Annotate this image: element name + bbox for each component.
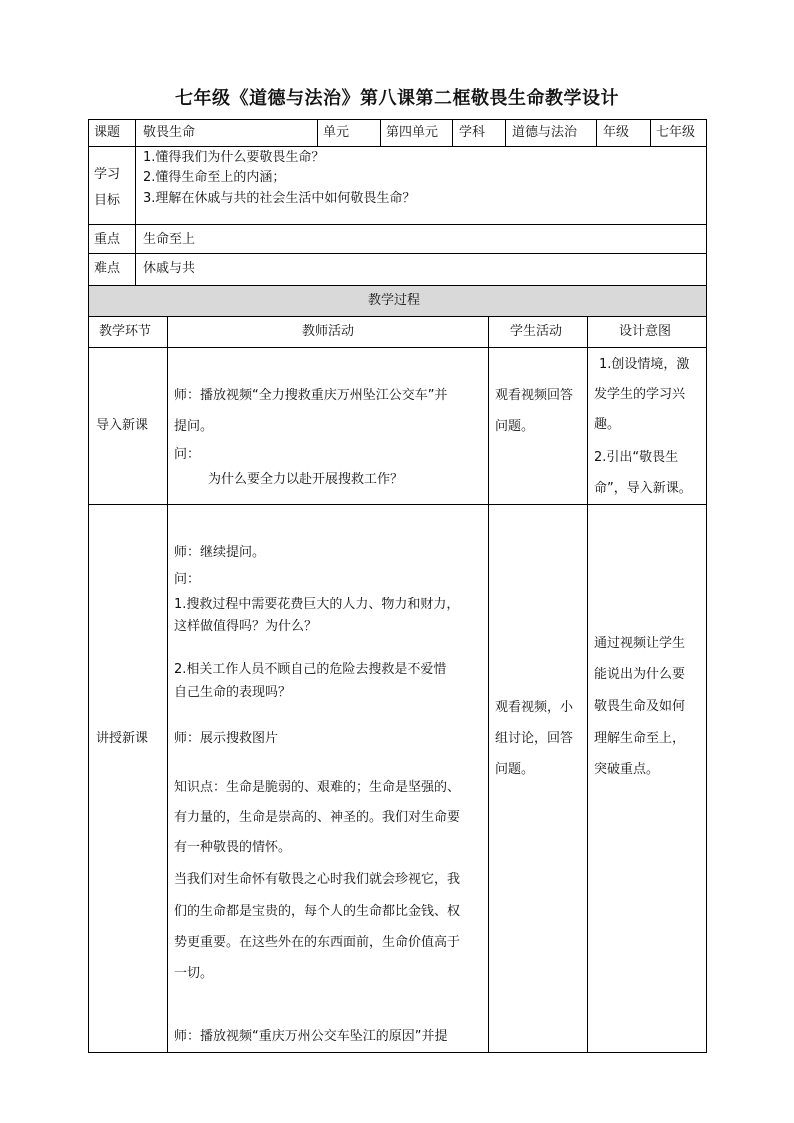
key-point-value: 生命至上 — [143, 232, 196, 247]
teacher-line: 为什么要全力以赴开展搜救工作？ — [208, 472, 404, 487]
intent-line: 突破重点。 — [594, 762, 660, 777]
unit-label: 单元 — [323, 125, 350, 140]
subject-value: 道德与法治 — [512, 125, 578, 140]
student-line: 观看视频，小 — [495, 700, 574, 715]
page-title: 七年级《道德与法治》第八课第二框敬畏生命教学设计 — [175, 88, 619, 109]
student-line: 组讨论，回答 — [495, 731, 574, 746]
teacher-line: 师：播放视频“全力搜救重庆万州坠江公交车”并 — [174, 388, 448, 403]
topic-value: 敬畏生命 — [143, 125, 196, 140]
teacher-line: 问： — [174, 572, 201, 587]
difficulty-value: 休戚与共 — [143, 261, 196, 276]
subject-label: 学科 — [459, 125, 486, 140]
teacher-line: 势更重要。在这些外在的东西面前，生命价值高于 — [174, 935, 461, 950]
unit-value: 第四单元 — [386, 125, 439, 140]
difficulty-label: 难点 — [94, 261, 121, 276]
objectives-label-line2: 目标 — [94, 193, 121, 208]
teacher-line: 们的生命都是宝贵的，每个人的生命都比金钱、权 — [174, 904, 461, 919]
teacher-line: 师：播放视频“重庆万州公交车坠江的原因”并提 — [174, 1029, 448, 1044]
teacher-line: 有一种敬畏的情怀。 — [174, 840, 292, 855]
intent-line: 理解生命至上， — [594, 731, 686, 746]
student-line: 观看视频回答 — [495, 388, 574, 403]
column-header-student: 学生活动 — [510, 324, 563, 339]
stage-new-lesson: 讲授新课 — [96, 731, 149, 746]
intent-line: 发学生的学习兴 — [594, 387, 686, 402]
process-title: 教学过程 — [368, 293, 421, 308]
intent-line: 2.引出“敬畏生 — [594, 450, 679, 465]
teacher-line: 2.相关工作人员不顾自己的危险去搜救是不爱惜 — [174, 662, 447, 677]
teacher-line: 师：展示搜救图片 — [174, 731, 279, 746]
teacher-line: 有力量的，生命是崇高的、神圣的。我们对生命要 — [174, 810, 461, 825]
stage-intro: 导入新课 — [96, 418, 149, 433]
teacher-line: 问： — [174, 447, 201, 462]
objective-item: 2.懂得生命至上的内涵； — [143, 170, 286, 185]
intent-line: 能说出为什么要 — [594, 667, 686, 682]
topic-label: 课题 — [94, 125, 121, 140]
grade-value: 七年级 — [656, 125, 696, 140]
teacher-line: 师：继续提问。 — [174, 545, 266, 560]
intent-line: 敬畏生命及如何 — [594, 699, 686, 714]
student-line: 问题。 — [495, 419, 535, 434]
teacher-line: 1.搜救过程中需要花费巨大的人力、物力和财力， — [174, 597, 460, 612]
column-header-stage: 教学环节 — [99, 324, 152, 339]
teacher-line: 知识点：生命是脆弱的、艰难的；生命是坚强的、 — [174, 780, 461, 795]
grade-label: 年级 — [603, 125, 630, 140]
teacher-line: 一切。 — [174, 966, 214, 981]
teacher-line: 自己生命的表现吗？ — [174, 685, 292, 700]
key-point-label: 重点 — [94, 232, 121, 247]
student-line: 问题。 — [495, 762, 535, 777]
teacher-line: 提问。 — [174, 419, 214, 434]
column-header-teacher: 教师活动 — [302, 324, 355, 339]
intent-line: 趣。 — [594, 417, 621, 432]
objectives-label-line1: 学习 — [94, 167, 121, 182]
intent-line: 通过视频让学生 — [594, 636, 686, 651]
teacher-line: 这样做值得吗？为什么？ — [174, 619, 318, 634]
objective-item: 3.理解在休戚与共的社会生活中如何敬畏生命？ — [143, 191, 416, 206]
objective-item: 1.懂得我们为什么要敬畏生命？ — [143, 150, 325, 165]
column-header-intent: 设计意图 — [619, 324, 672, 339]
teacher-line: 当我们对生命怀有敬畏之心时我们就会珍视它，我 — [174, 872, 461, 887]
intent-line: 1.创设情境，激 — [599, 357, 690, 372]
intent-line: 命”，导入新课。 — [594, 481, 692, 496]
